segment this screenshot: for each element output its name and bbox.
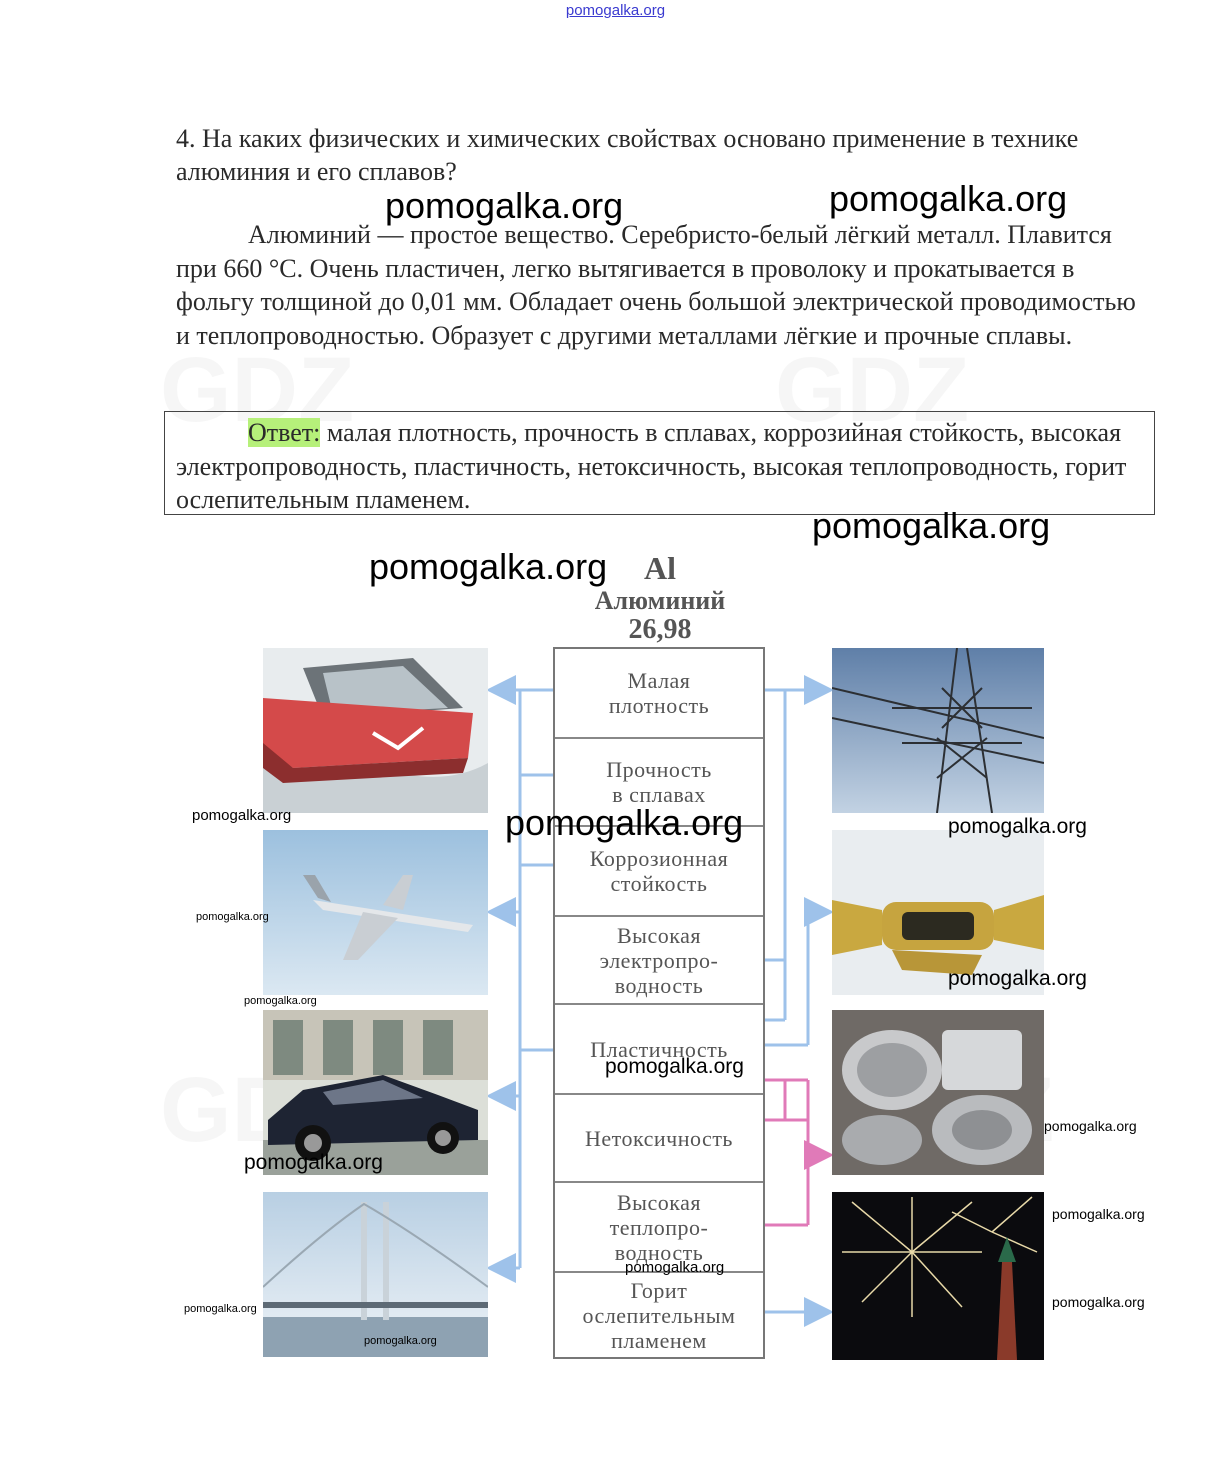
watermark: pomogalka.org [812,505,1051,546]
property-plasticity: Пластичность [555,1005,763,1095]
watermark: pomogalka.org [364,1335,437,1347]
fireworks-image [832,1192,1044,1360]
watermark: pomogalka.org [1052,1294,1145,1310]
bridge-image [263,1192,488,1357]
watermark: pomogalka.org [605,1055,744,1078]
element-name: Алюминий [594,586,726,615]
property-low-density: Малая плотность [555,649,763,739]
property-corrosion-resistance: Коррозионная стойкость [555,827,763,917]
watermark: pomogalka.org [196,911,269,923]
property-thermal-conductivity: Высокая теплопро- водность [555,1183,763,1273]
element-symbol: Al [644,550,676,586]
watermark: pomogalka.org [505,802,744,843]
answer-text: малая плотность, прочность в сплавах, коррозийная стойкость, высокая электропроводность, пластичность, нетоксичность, высокая теплопроводность, горит ослепительным пламенем. [176,418,1127,514]
property-non-toxicity: Нетоксичность [555,1095,763,1183]
airplane-image [263,830,488,995]
watermark: pomogalka.org [244,1151,383,1174]
power-line-tower-image [832,648,1044,813]
watermark: pomogalka.org [948,967,1087,990]
watermark: pomogalka.org [369,546,608,587]
watermark: pomogalka.org [1052,1206,1145,1222]
watermark: pomogalka.org [829,178,1068,219]
element-mass: 26,98 [628,614,692,645]
watermark: pomogalka.org [184,1303,257,1315]
watermark: pomogalka.org [625,1259,725,1276]
site-link[interactable]: pomogalka.org [565,2,666,19]
watermark: pomogalka.org [192,807,292,824]
property-electrical-conductivity: Высокая электропро- водность [555,917,763,1005]
watermark: pomogalka.org [948,815,1087,838]
watermark: pomogalka.org [385,185,624,226]
aluminum-cookware-image [832,1010,1044,1175]
property-alloy-strength: Прочность в сплавах [555,739,763,827]
hovercraft-image [263,648,488,813]
properties-table [553,647,765,1359]
answer-label: Ответ: [248,418,321,447]
question-text: 4. На каких физических и химических свойствах основано применение в технике алюминия и его сплавов? [176,124,1079,186]
property-bright-flame: Горит ослепительным пламенем [582,1277,736,1353]
watermark: pomogalka.org [1044,1118,1137,1134]
watermark: pomogalka.org [244,995,317,1007]
description-text: Алюминий — простое вещество. Серебристо-белый лёгкий металл. Плавится при 660 °С. Очень пластичен, легко вытягивается в проволоку и прокатывается в фольгу толщиной до 0,01 мм. Обладает очень большой электрической проводимостью и теплопроводностью. Образует с другими металлами лёгкие и прочные сплавы. [176,220,1136,350]
